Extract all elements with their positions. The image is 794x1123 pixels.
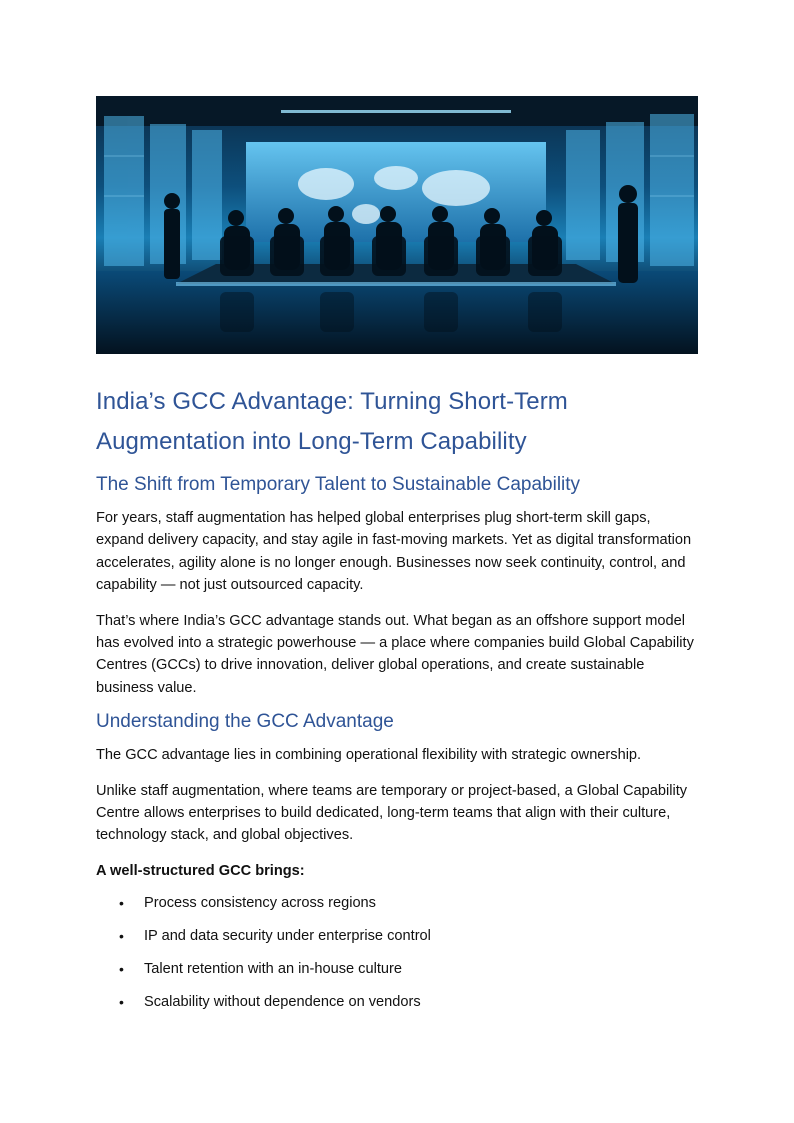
- bullet-icon: •: [119, 961, 124, 978]
- paragraph: For years, staff augmentation has helped global enterprises plug short-term skill gaps, expand delivery capacity, and stay agile in fast-moving markets. Yet as digital transformation accelerates, agility alone is no longer enough. Businesses now seek continuity, control, and capability — not just outsourced capacity.: [96, 510, 692, 594]
- list-item: [96, 991, 699, 1013]
- bullet-icon: •: [119, 928, 124, 945]
- bullet-icon: •: [119, 895, 124, 912]
- bullet-icon: •: [119, 994, 124, 1011]
- list-item-text: Talent retention with an in-house culture: [144, 961, 402, 978]
- paragraph: Unlike staff augmentation, where teams are temporary or project-based, a Global Capability Centre allows enterprises to build dedicated, long-term teams that align with their culture, technology stack, and global objectives.: [96, 782, 688, 844]
- list-item: [96, 958, 699, 980]
- list-item: [96, 892, 699, 914]
- section-heading-shift: The Shift from Temporary Talent to Sustainable Capability: [96, 474, 581, 495]
- hero-image: [96, 96, 698, 354]
- list-item-text: IP and data security under enterprise control: [144, 928, 431, 945]
- document-page: [96, 96, 699, 1024]
- section-heading-understanding: Understanding the GCC Advantage: [96, 711, 394, 733]
- benefits-list: [96, 892, 699, 1013]
- document-title: India’s GCC Advantage: Turning Short-Term Augmentation into Long-Term Capability: [96, 388, 568, 455]
- boardroom-illustration: [96, 96, 698, 354]
- list-item: [96, 925, 699, 947]
- paragraph: The GCC advantage lies in combining operational flexibility with strategic ownership.: [96, 747, 642, 764]
- list-heading: A well-structured GCC brings:: [96, 862, 305, 879]
- paragraph: That’s where India’s GCC advantage stands out. What began as an offshore support model has evolved into a strategic powerhouse — a place where companies build Global Capability Centres (GCCs) to drive innovation, deliver global operations, and create sustainable business value.: [96, 612, 694, 696]
- list-item-text: Scalability without dependence on vendors: [144, 994, 421, 1011]
- list-item-text: Process consistency across regions: [144, 895, 376, 912]
